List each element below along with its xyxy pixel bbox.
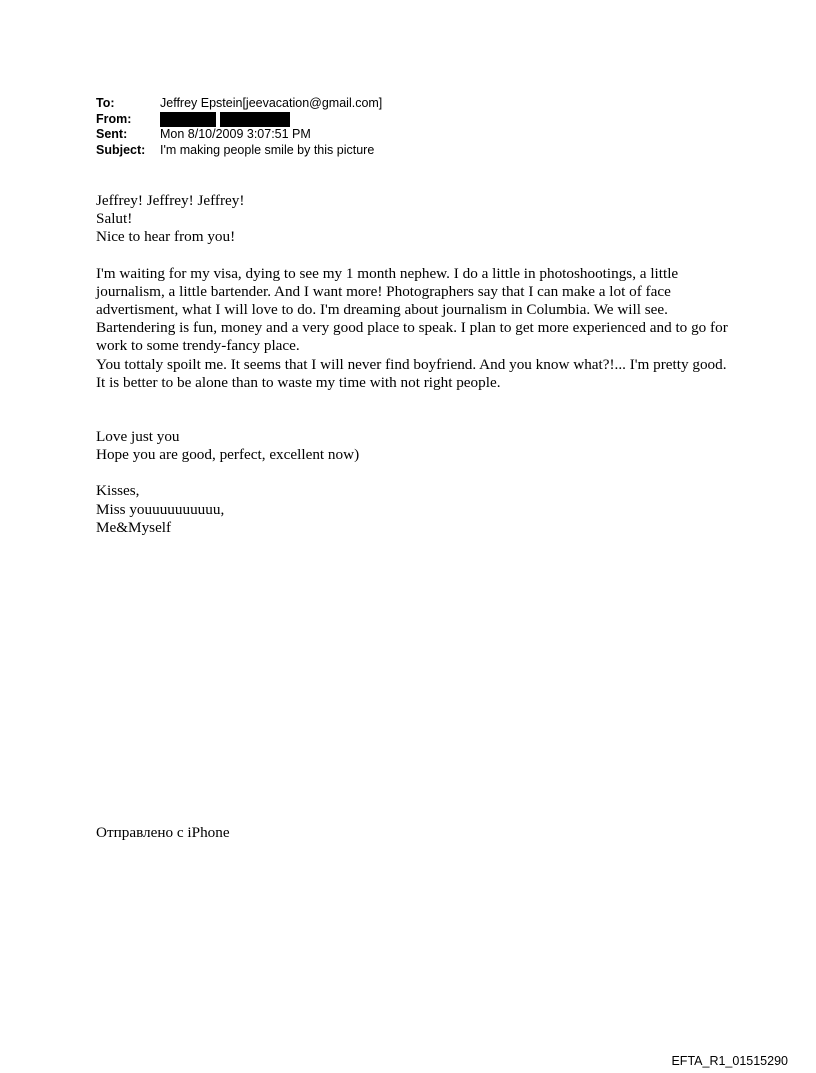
redaction-bar	[220, 112, 290, 127]
to-row	[96, 96, 382, 112]
body-paragraph: I'm waiting for my visa, dying to see my 1 month nephew. I do a little in photoshootings, a little journalism, a little bartender. And I want more! Photographers say that I can make a lot of face advertisment, what I will love to do. I'm dreaming about journalism in Columbia. We will see. Bartendering is fun, money and a very good place to speak. I plan to get more experienced and to go for work to some trendy-fancy place.	[96, 264, 728, 355]
from-label: From:	[96, 111, 132, 126]
subject-row	[96, 143, 382, 159]
spacer	[96, 464, 736, 482]
sent-row	[96, 127, 382, 143]
greeting-line: Salut!	[96, 210, 133, 228]
redaction-bar	[160, 112, 216, 127]
body-paragraph: You tottaly spoilt me. It seems that I will never find boyfriend. And you know what?!... I'm pretty good. It is better to be alone than to waste my time with not right people.	[96, 355, 727, 391]
to-value: Jeffrey Epstein[jeevacation@gmail.com]	[160, 96, 383, 110]
signoff-line: Kisses,	[96, 482, 140, 500]
subject-value: I'm making people smile by this picture	[160, 142, 375, 157]
document-id: EFTA_R1_01515290	[671, 1054, 788, 1068]
sent-label: Sent:	[96, 127, 128, 141]
signoff-line: Me&Myself	[96, 518, 172, 536]
closing-line: Love just you	[96, 428, 180, 446]
subject-label: Subject:	[96, 142, 146, 157]
to-label: To:	[96, 96, 115, 110]
spacer	[96, 392, 736, 428]
mobile-signature: Отправлено с iPhone	[96, 824, 230, 841]
greeting-line: Jeffrey! Jeffrey! Jeffrey!	[96, 192, 245, 209]
closing-line: Hope you are good, perfect, excellent now)	[96, 446, 360, 464]
spacer	[96, 247, 736, 265]
email-body	[96, 192, 736, 537]
from-row	[96, 112, 382, 128]
greeting-line: Nice to hear from you!	[96, 228, 236, 246]
sent-value: Mon 8/10/2009 3:07:51 PM	[160, 127, 311, 141]
email-header	[96, 96, 382, 158]
signoff-line: Miss youuuuuuuuuu,	[96, 500, 225, 518]
